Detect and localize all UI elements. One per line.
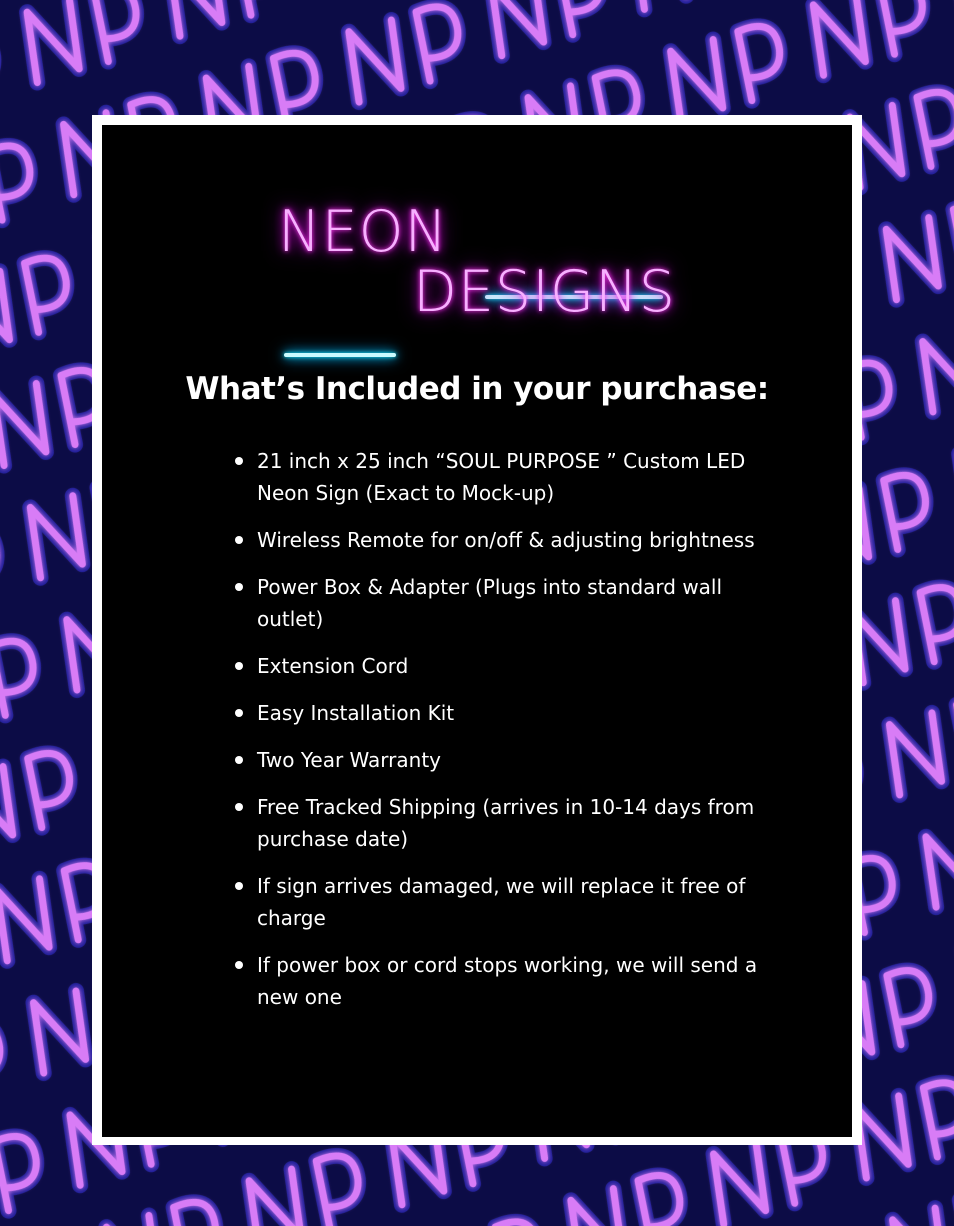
bullet-icon [235,803,243,811]
bullet-icon [235,536,243,544]
logo-text-neon: NEON [278,199,449,265]
list-item [235,791,775,855]
list-item [235,650,775,682]
list-item-text: 21 inch x 25 inch “SOUL PURPOSE ” Custom LED Neon Sign (Exact to Mock-up) [257,449,746,505]
list-item [235,524,775,556]
bullet-icon [235,583,243,591]
bullet-icon [235,882,243,890]
bullet-icon [235,756,243,764]
neon-designs-logo [272,195,682,325]
list-item-text: Easy Installation Kit [257,701,455,725]
list-item-text: Wireless Remote for on/off & adjusting brightness [257,528,755,552]
list-item [235,445,775,509]
list-item [235,571,775,635]
logo-text-designs: DESIGNS [413,259,676,325]
bullet-icon [235,961,243,969]
list-item-text: Two Year Warranty [257,748,442,772]
logo-neon-bar-bottom [284,353,396,357]
list-item-text: Power Box & Adapter (Plugs into standard wall outlet) [257,575,723,631]
list-item [235,949,775,1013]
list-item [235,697,775,729]
content-panel [102,125,852,1137]
list-item-text: Extension Cord [257,654,409,678]
included-list [235,445,775,1028]
list-item-text: Free Tracked Shipping (arrives in 10-14 days from purchase date) [257,795,755,851]
list-item-text: If power box or cord stops working, we will send a new one [257,953,758,1009]
included-heading: What’s Included in your purchase: [185,371,769,407]
bullet-icon [235,457,243,465]
list-item [235,744,775,776]
list-item-text: If sign arrives damaged, we will replace it free of charge [257,874,746,930]
list-item [235,870,775,934]
bullet-icon [235,662,243,670]
content-card [92,115,862,1145]
bullet-icon [235,709,243,717]
